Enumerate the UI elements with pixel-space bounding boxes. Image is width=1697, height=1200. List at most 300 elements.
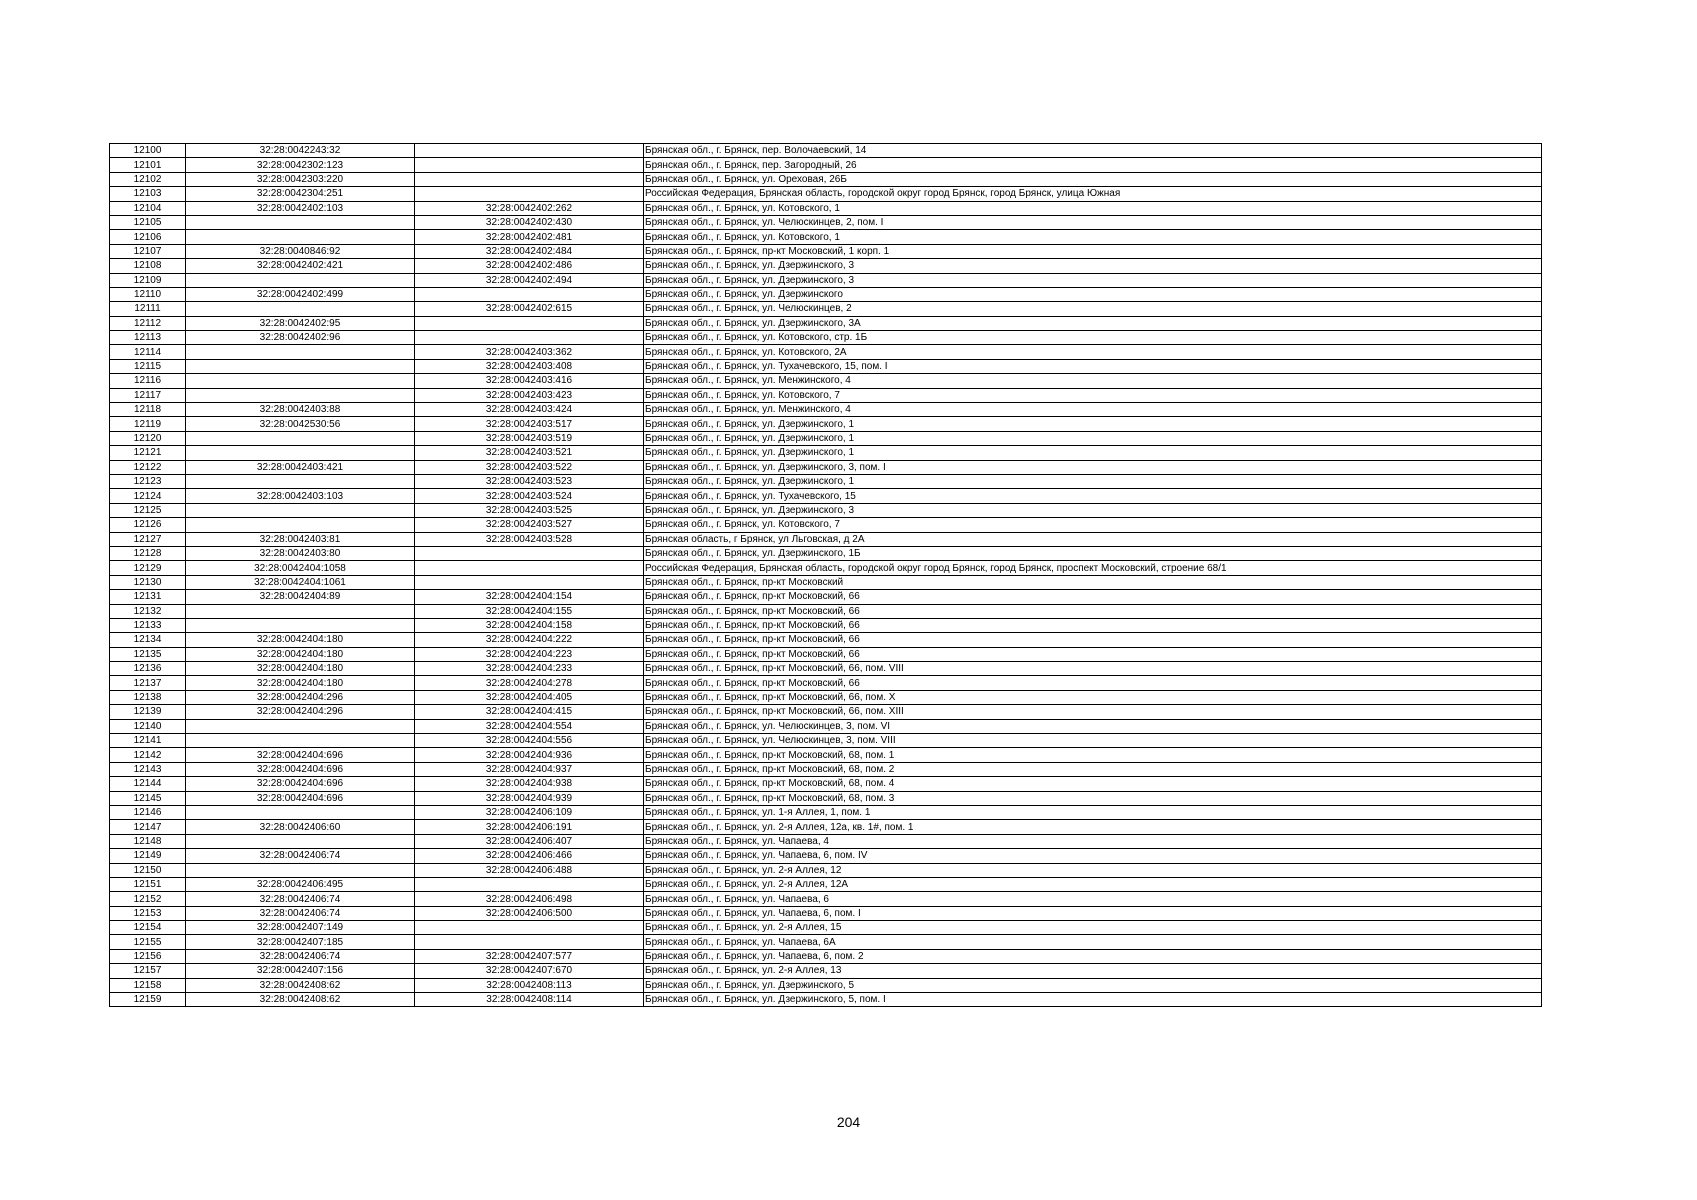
object-cadastral-number-cell: 32:28:0042404:233 — [415, 662, 644, 676]
address-cell: Брянская обл., г. Брянск, ул. Челюскинцев, 3, пом. VIII — [644, 734, 1542, 748]
address-cell: Брянская обл., г. Брянск, ул. 2-я Аллея, 15 — [644, 921, 1542, 935]
address-cell: Брянская обл., г. Брянск, ул. Котовского, 7 — [644, 518, 1542, 532]
land-cadastral-number-cell — [186, 431, 415, 445]
address-cell: Брянская обл., г. Брянск, пр-кт Московский, 66, пом. X — [644, 690, 1542, 704]
row-number-cell: 12109 — [110, 273, 186, 287]
address-cell: Брянская обл., г. Брянск, ул. Тухачевского, 15 — [644, 489, 1542, 503]
object-cadastral-number-cell: 32:28:0042406:191 — [415, 820, 644, 834]
land-cadastral-number-cell — [186, 863, 415, 877]
row-number-cell: 12157 — [110, 964, 186, 978]
object-cadastral-number-cell: 32:28:0042404:154 — [415, 590, 644, 604]
address-cell: Брянская обл., г. Брянск, ул. Дзержинского, 1 — [644, 417, 1542, 431]
row-number-cell: 12108 — [110, 259, 186, 273]
address-cell: Брянская обл., г. Брянск, ул. 2-я Аллея, 12 — [644, 863, 1542, 877]
land-cadastral-number-cell — [186, 618, 415, 632]
land-cadastral-number-cell — [186, 834, 415, 848]
address-cell: Брянская обл., г. Брянск, пер. Загородный, 26 — [644, 158, 1542, 172]
row-number-cell: 12101 — [110, 158, 186, 172]
object-cadastral-number-cell — [415, 158, 644, 172]
address-cell: Брянская обл., г. Брянск, ул. Ореховая, 26Б — [644, 172, 1542, 186]
row-number-cell: 12129 — [110, 561, 186, 575]
object-cadastral-number-cell: 32:28:0042404:554 — [415, 719, 644, 733]
table-row — [110, 877, 1542, 891]
object-cadastral-number-cell: 32:28:0042406:488 — [415, 863, 644, 877]
object-cadastral-number-cell: 32:28:0042407:670 — [415, 964, 644, 978]
land-cadastral-number-cell: 32:28:0042404:1058 — [186, 561, 415, 575]
object-cadastral-number-cell: 32:28:0042407:577 — [415, 949, 644, 963]
land-cadastral-number-cell — [186, 474, 415, 488]
address-cell: Брянская обл., г. Брянск, ул. Котовского, 1 — [644, 201, 1542, 215]
table-row — [110, 662, 1542, 676]
object-cadastral-number-cell: 32:28:0042403:524 — [415, 489, 644, 503]
land-cadastral-number-cell: 32:28:0042404:696 — [186, 762, 415, 776]
land-cadastral-number-cell: 32:28:0042403:80 — [186, 546, 415, 560]
land-cadastral-number-cell: 32:28:0042403:88 — [186, 403, 415, 417]
object-cadastral-number-cell: 32:28:0042404:937 — [415, 762, 644, 776]
land-cadastral-number-cell: 32:28:0042404:696 — [186, 791, 415, 805]
row-number-cell: 12128 — [110, 546, 186, 560]
object-cadastral-number-cell — [415, 144, 644, 158]
address-cell: Брянская обл., г. Брянск, ул. Котовского, 2А — [644, 345, 1542, 359]
object-cadastral-number-cell — [415, 287, 644, 301]
land-cadastral-number-cell: 32:28:0042402:499 — [186, 287, 415, 301]
table-row — [110, 935, 1542, 949]
row-number-cell: 12119 — [110, 417, 186, 431]
row-number-cell: 12139 — [110, 705, 186, 719]
land-cadastral-number-cell: 32:28:0042402:421 — [186, 259, 415, 273]
object-cadastral-number-cell: 32:28:0042404:415 — [415, 705, 644, 719]
address-cell: Брянская обл., г. Брянск, ул. Дзержинского, 5 — [644, 978, 1542, 992]
table-row — [110, 144, 1542, 158]
table-row — [110, 633, 1542, 647]
row-number-cell: 12133 — [110, 618, 186, 632]
land-cadastral-number-cell — [186, 302, 415, 316]
row-number-cell: 12117 — [110, 388, 186, 402]
object-cadastral-number-cell — [415, 561, 644, 575]
row-number-cell: 12131 — [110, 590, 186, 604]
table-row — [110, 374, 1542, 388]
address-cell: Брянская обл., г. Брянск, ул. Дзержинского, 1 — [644, 446, 1542, 460]
land-cadastral-number-cell: 32:28:0042530:56 — [186, 417, 415, 431]
row-number-cell: 12150 — [110, 863, 186, 877]
object-cadastral-number-cell: 32:28:0042404:939 — [415, 791, 644, 805]
row-number-cell: 12104 — [110, 201, 186, 215]
table-row — [110, 906, 1542, 920]
land-cadastral-number-cell — [186, 503, 415, 517]
object-cadastral-number-cell: 32:28:0042403:527 — [415, 518, 644, 532]
address-cell: Российская Федерация, Брянская область, городской округ город Брянск, город Брянск, проспект Московский, строение 68/1 — [644, 561, 1542, 575]
address-cell: Брянская обл., г. Брянск, ул. Дзержинского, 1 — [644, 474, 1542, 488]
table-row — [110, 575, 1542, 589]
row-number-cell: 12156 — [110, 949, 186, 963]
address-cell: Брянская обл., г. Брянск, ул. Котовского, 7 — [644, 388, 1542, 402]
table-row — [110, 474, 1542, 488]
object-cadastral-number-cell: 32:28:0042406:407 — [415, 834, 644, 848]
land-cadastral-number-cell — [186, 805, 415, 819]
row-number-cell: 12120 — [110, 431, 186, 445]
land-cadastral-number-cell: 32:28:0042408:62 — [186, 978, 415, 992]
land-cadastral-number-cell: 32:28:0042302:123 — [186, 158, 415, 172]
table-row — [110, 676, 1542, 690]
row-number-cell: 12146 — [110, 805, 186, 819]
table-row — [110, 503, 1542, 517]
object-cadastral-number-cell: 32:28:0042403:525 — [415, 503, 644, 517]
object-cadastral-number-cell: 32:28:0042406:109 — [415, 805, 644, 819]
row-number-cell: 12107 — [110, 244, 186, 258]
address-cell: Брянская обл., г. Брянск, пр-кт Московский — [644, 575, 1542, 589]
table-row — [110, 158, 1542, 172]
object-cadastral-number-cell: 32:28:0042403:521 — [415, 446, 644, 460]
row-number-cell: 12112 — [110, 316, 186, 330]
row-number-cell: 12111 — [110, 302, 186, 316]
land-cadastral-number-cell — [186, 518, 415, 532]
object-cadastral-number-cell: 32:28:0042408:113 — [415, 978, 644, 992]
land-cadastral-number-cell: 32:28:0042404:180 — [186, 633, 415, 647]
row-number-cell: 12110 — [110, 287, 186, 301]
row-number-cell: 12141 — [110, 734, 186, 748]
table-row — [110, 604, 1542, 618]
table-row — [110, 964, 1542, 978]
address-cell: Брянская обл., г. Брянск, ул. Менжинского, 4 — [644, 403, 1542, 417]
table-row — [110, 532, 1542, 546]
object-cadastral-number-cell: 32:28:0042403:528 — [415, 532, 644, 546]
object-cadastral-number-cell: 32:28:0042404:222 — [415, 633, 644, 647]
table-row — [110, 863, 1542, 877]
address-cell: Брянская обл., г. Брянск, ул. Дзержинского, 3 — [644, 503, 1542, 517]
address-cell: Брянская обл., г. Брянск, пр-кт Московский, 66 — [644, 618, 1542, 632]
row-number-cell: 12124 — [110, 489, 186, 503]
object-cadastral-number-cell: 32:28:0042404:556 — [415, 734, 644, 748]
object-cadastral-number-cell: 32:28:0042402:481 — [415, 230, 644, 244]
object-cadastral-number-cell: 32:28:0042404:278 — [415, 676, 644, 690]
row-number-cell: 12143 — [110, 762, 186, 776]
row-number-cell: 12126 — [110, 518, 186, 532]
object-cadastral-number-cell — [415, 575, 644, 589]
address-cell: Брянская обл., г. Брянск, пр-кт Московский, 66, пом. XIII — [644, 705, 1542, 719]
object-cadastral-number-cell: 32:28:0042408:114 — [415, 993, 644, 1007]
row-number-cell: 12105 — [110, 215, 186, 229]
table-row — [110, 791, 1542, 805]
address-cell: Брянская обл., г. Брянск, пр-кт Московский, 68, пом. 4 — [644, 777, 1542, 791]
object-cadastral-number-cell: 32:28:0042406:466 — [415, 849, 644, 863]
table-row — [110, 446, 1542, 460]
object-cadastral-number-cell: 32:28:0042406:498 — [415, 892, 644, 906]
land-cadastral-number-cell: 32:28:0042303:220 — [186, 172, 415, 186]
row-number-cell: 12103 — [110, 187, 186, 201]
address-cell: Брянская обл., г. Брянск, ул. Дзержинского, 1Б — [644, 546, 1542, 560]
row-number-cell: 12106 — [110, 230, 186, 244]
object-cadastral-number-cell — [415, 935, 644, 949]
row-number-cell: 12132 — [110, 604, 186, 618]
table-row — [110, 388, 1542, 402]
land-cadastral-number-cell: 32:28:0042406:495 — [186, 877, 415, 891]
object-cadastral-number-cell: 32:28:0042402:262 — [415, 201, 644, 215]
land-cadastral-number-cell — [186, 359, 415, 373]
address-cell: Брянская обл., г. Брянск, пр-кт Московский, 68, пом. 1 — [644, 748, 1542, 762]
address-cell: Российская Федерация, Брянская область, городской округ город Брянск, город Брянск, улица Южная — [644, 187, 1542, 201]
row-number-cell: 12151 — [110, 877, 186, 891]
table-row — [110, 820, 1542, 834]
address-cell: Брянская обл., г. Брянск, пр-кт Московский, 66 — [644, 633, 1542, 647]
land-cadastral-number-cell: 32:28:0042404:180 — [186, 647, 415, 661]
address-cell: Брянская обл., г. Брянск, ул. Менжинского, 4 — [644, 374, 1542, 388]
land-cadastral-number-cell: 32:28:0042406:74 — [186, 892, 415, 906]
row-number-cell: 12138 — [110, 690, 186, 704]
land-cadastral-number-cell: 32:28:0042406:74 — [186, 849, 415, 863]
address-cell: Брянская обл., г. Брянск, ул. Чапаева, 6А — [644, 935, 1542, 949]
row-number-cell: 12113 — [110, 331, 186, 345]
object-cadastral-number-cell — [415, 187, 644, 201]
address-cell: Брянская обл., г. Брянск, пр-кт Московский, 1 корп. 1 — [644, 244, 1542, 258]
table-row — [110, 590, 1542, 604]
land-cadastral-number-cell: 32:28:0042243:32 — [186, 144, 415, 158]
table-row — [110, 734, 1542, 748]
address-cell: Брянская обл., г. Брянск, ул. Дзержинского, 1 — [644, 431, 1542, 445]
land-cadastral-number-cell: 32:28:0042406:74 — [186, 906, 415, 920]
address-cell: Брянская обл., г. Брянск, ул. 1-я Аллея, 1, пом. 1 — [644, 805, 1542, 819]
row-number-cell: 12121 — [110, 446, 186, 460]
land-cadastral-number-cell: 32:28:0042407:156 — [186, 964, 415, 978]
address-cell: Брянская обл., г. Брянск, ул. Дзержинского, 5, пом. I — [644, 993, 1542, 1007]
address-cell: Брянская обл., г. Брянск, ул. Чапаева, 6 — [644, 892, 1542, 906]
address-cell: Брянская обл., г. Брянск, ул. Челюскинцев, 2, пом. I — [644, 215, 1542, 229]
page-number: 204 — [836, 1114, 861, 1130]
object-cadastral-number-cell — [415, 877, 644, 891]
row-number-cell: 12140 — [110, 719, 186, 733]
row-number-cell: 12123 — [110, 474, 186, 488]
land-cadastral-number-cell — [186, 604, 415, 618]
table-row — [110, 345, 1542, 359]
address-cell: Брянская обл., г. Брянск, ул. Челюскинцев, 3, пом. VI — [644, 719, 1542, 733]
table-row — [110, 719, 1542, 733]
land-cadastral-number-cell: 32:28:0042407:149 — [186, 921, 415, 935]
row-number-cell: 12118 — [110, 403, 186, 417]
table-row — [110, 417, 1542, 431]
table-row — [110, 431, 1542, 445]
row-number-cell: 12149 — [110, 849, 186, 863]
registry-table-body — [110, 144, 1542, 1007]
table-row — [110, 561, 1542, 575]
address-cell: Брянская область, г Брянск, ул Льговская, д 2А — [644, 532, 1542, 546]
table-row — [110, 690, 1542, 704]
land-cadastral-number-cell: 32:28:0042404:696 — [186, 748, 415, 762]
land-cadastral-number-cell — [186, 273, 415, 287]
land-cadastral-number-cell — [186, 446, 415, 460]
address-cell: Брянская обл., г. Брянск, ул. 2-я Аллея, 12а, кв. 1#, пом. 1 — [644, 820, 1542, 834]
object-cadastral-number-cell: 32:28:0042404:158 — [415, 618, 644, 632]
object-cadastral-number-cell: 32:28:0042402:430 — [415, 215, 644, 229]
table-row — [110, 287, 1542, 301]
table-row — [110, 647, 1542, 661]
table-row — [110, 316, 1542, 330]
table-row — [110, 993, 1542, 1007]
address-cell: Брянская обл., г. Брянск, ул. Чапаева, 6, пом. I — [644, 906, 1542, 920]
table-row — [110, 187, 1542, 201]
table-row — [110, 489, 1542, 503]
object-cadastral-number-cell: 32:28:0042402:494 — [415, 273, 644, 287]
land-cadastral-number-cell: 32:28:0042404:296 — [186, 705, 415, 719]
row-number-cell: 12154 — [110, 921, 186, 935]
table-row — [110, 762, 1542, 776]
land-cadastral-number-cell: 32:28:0042406:74 — [186, 949, 415, 963]
row-number-cell: 12144 — [110, 777, 186, 791]
table-row — [110, 546, 1542, 560]
address-cell: Брянская обл., г. Брянск, ул. Дзержинского, 3, пом. I — [644, 460, 1542, 474]
land-cadastral-number-cell: 32:28:0042404:696 — [186, 777, 415, 791]
address-cell: Брянская обл., г. Брянск, ул. Дзержинского — [644, 287, 1542, 301]
address-cell: Брянская обл., г. Брянск, ул. Чапаева, 6, пом. 2 — [644, 949, 1542, 963]
row-number-cell: 12125 — [110, 503, 186, 517]
land-cadastral-number-cell: 32:28:0042406:60 — [186, 820, 415, 834]
address-cell: Брянская обл., г. Брянск, пр-кт Московский, 68, пом. 2 — [644, 762, 1542, 776]
table-row — [110, 805, 1542, 819]
table-row — [110, 618, 1542, 632]
row-number-cell: 12127 — [110, 532, 186, 546]
land-cadastral-number-cell — [186, 719, 415, 733]
object-cadastral-number-cell: 32:28:0042404:405 — [415, 690, 644, 704]
object-cadastral-number-cell: 32:28:0042404:936 — [415, 748, 644, 762]
land-cadastral-number-cell: 32:28:0042404:180 — [186, 662, 415, 676]
table-row — [110, 273, 1542, 287]
object-cadastral-number-cell — [415, 921, 644, 935]
row-number-cell: 12155 — [110, 935, 186, 949]
address-cell: Брянская обл., г. Брянск, ул. Дзержинского, 3 — [644, 273, 1542, 287]
row-number-cell: 12130 — [110, 575, 186, 589]
table-row — [110, 748, 1542, 762]
row-number-cell: 12116 — [110, 374, 186, 388]
object-cadastral-number-cell: 32:28:0042406:500 — [415, 906, 644, 920]
address-cell: Брянская обл., г. Брянск, пр-кт Московский, 66 — [644, 647, 1542, 661]
address-cell: Брянская обл., г. Брянск, ул. Дзержинского, 3А — [644, 316, 1542, 330]
address-cell: Брянская обл., г. Брянск, ул. 2-я Аллея, 13 — [644, 964, 1542, 978]
table-row — [110, 230, 1542, 244]
address-cell: Брянская обл., г. Брянск, пр-кт Московский, 66 — [644, 604, 1542, 618]
row-number-cell: 12114 — [110, 345, 186, 359]
land-cadastral-number-cell: 32:28:0042403:81 — [186, 532, 415, 546]
table-row — [110, 201, 1542, 215]
registry-table — [109, 143, 1542, 1007]
object-cadastral-number-cell: 32:28:0042402:615 — [415, 302, 644, 316]
row-number-cell: 12159 — [110, 993, 186, 1007]
object-cadastral-number-cell — [415, 331, 644, 345]
land-cadastral-number-cell: 32:28:0042402:95 — [186, 316, 415, 330]
table-row — [110, 777, 1542, 791]
address-cell: Брянская обл., г. Брянск, пр-кт Московский, 66, пом. VIII — [644, 662, 1542, 676]
object-cadastral-number-cell: 32:28:0042404:938 — [415, 777, 644, 791]
object-cadastral-number-cell: 32:28:0042404:155 — [415, 604, 644, 618]
address-cell: Брянская обл., г. Брянск, ул. Тухачевского, 15, пом. I — [644, 359, 1542, 373]
row-number-cell: 12158 — [110, 978, 186, 992]
land-cadastral-number-cell — [186, 345, 415, 359]
land-cadastral-number-cell: 32:28:0042404:180 — [186, 676, 415, 690]
table-row — [110, 172, 1542, 186]
land-cadastral-number-cell: 32:28:0042404:296 — [186, 690, 415, 704]
land-cadastral-number-cell: 32:28:0040846:92 — [186, 244, 415, 258]
row-number-cell: 12115 — [110, 359, 186, 373]
row-number-cell: 12135 — [110, 647, 186, 661]
address-cell: Брянская обл., г. Брянск, ул. 2-я Аллея, 12А — [644, 877, 1542, 891]
address-cell: Брянская обл., г. Брянск, пер. Волочаевский, 14 — [644, 144, 1542, 158]
table-row — [110, 705, 1542, 719]
row-number-cell: 12122 — [110, 460, 186, 474]
address-cell: Брянская обл., г. Брянск, ул. Дзержинского, 3 — [644, 259, 1542, 273]
land-cadastral-number-cell: 32:28:0042403:103 — [186, 489, 415, 503]
row-number-cell: 12152 — [110, 892, 186, 906]
table-row — [110, 978, 1542, 992]
table-row — [110, 460, 1542, 474]
object-cadastral-number-cell: 32:28:0042403:517 — [415, 417, 644, 431]
table-row — [110, 259, 1542, 273]
object-cadastral-number-cell: 32:28:0042403:523 — [415, 474, 644, 488]
land-cadastral-number-cell — [186, 734, 415, 748]
object-cadastral-number-cell — [415, 316, 644, 330]
land-cadastral-number-cell: 32:28:0042404:1061 — [186, 575, 415, 589]
address-cell: Брянская обл., г. Брянск, ул. Чапаева, 6, пом. IV — [644, 849, 1542, 863]
land-cadastral-number-cell: 32:28:0042402:96 — [186, 331, 415, 345]
address-cell: Брянская обл., г. Брянск, пр-кт Московский, 66 — [644, 590, 1542, 604]
address-cell: Брянская обл., г. Брянск, ул. Челюскинцев, 2 — [644, 302, 1542, 316]
table-row — [110, 892, 1542, 906]
object-cadastral-number-cell: 32:28:0042403:424 — [415, 403, 644, 417]
object-cadastral-number-cell — [415, 546, 644, 560]
land-cadastral-number-cell — [186, 215, 415, 229]
table-row — [110, 518, 1542, 532]
object-cadastral-number-cell: 32:28:0042403:362 — [415, 345, 644, 359]
row-number-cell: 12100 — [110, 144, 186, 158]
table-row — [110, 403, 1542, 417]
row-number-cell: 12148 — [110, 834, 186, 848]
object-cadastral-number-cell — [415, 172, 644, 186]
address-cell: Брянская обл., г. Брянск, ул. Котовского, стр. 1Б — [644, 331, 1542, 345]
table-row — [110, 302, 1542, 316]
land-cadastral-number-cell: 32:28:0042403:421 — [186, 460, 415, 474]
address-cell: Брянская обл., г. Брянск, пр-кт Московский, 66 — [644, 676, 1542, 690]
land-cadastral-number-cell: 32:28:0042408:62 — [186, 993, 415, 1007]
table-row — [110, 359, 1542, 373]
object-cadastral-number-cell: 32:28:0042403:408 — [415, 359, 644, 373]
object-cadastral-number-cell: 32:28:0042402:486 — [415, 259, 644, 273]
object-cadastral-number-cell: 32:28:0042403:423 — [415, 388, 644, 402]
table-row — [110, 834, 1542, 848]
row-number-cell: 12145 — [110, 791, 186, 805]
address-cell: Брянская обл., г. Брянск, ул. Котовского, 1 — [644, 230, 1542, 244]
object-cadastral-number-cell: 32:28:0042403:416 — [415, 374, 644, 388]
land-cadastral-number-cell — [186, 374, 415, 388]
table-row — [110, 331, 1542, 345]
object-cadastral-number-cell: 32:28:0042403:519 — [415, 431, 644, 445]
land-cadastral-number-cell — [186, 230, 415, 244]
land-cadastral-number-cell: 32:28:0042402:103 — [186, 201, 415, 215]
table-row — [110, 244, 1542, 258]
address-cell: Брянская обл., г. Брянск, ул. Чапаева, 4 — [644, 834, 1542, 848]
object-cadastral-number-cell: 32:28:0042404:223 — [415, 647, 644, 661]
table-row — [110, 215, 1542, 229]
row-number-cell: 12142 — [110, 748, 186, 762]
row-number-cell: 12153 — [110, 906, 186, 920]
land-cadastral-number-cell: 32:28:0042407:185 — [186, 935, 415, 949]
row-number-cell: 12137 — [110, 676, 186, 690]
row-number-cell: 12136 — [110, 662, 186, 676]
table-row — [110, 849, 1542, 863]
land-cadastral-number-cell — [186, 388, 415, 402]
land-cadastral-number-cell: 32:28:0042304:251 — [186, 187, 415, 201]
land-cadastral-number-cell: 32:28:0042404:89 — [186, 590, 415, 604]
row-number-cell: 12147 — [110, 820, 186, 834]
row-number-cell: 12134 — [110, 633, 186, 647]
object-cadastral-number-cell: 32:28:0042402:484 — [415, 244, 644, 258]
object-cadastral-number-cell: 32:28:0042403:522 — [415, 460, 644, 474]
row-number-cell: 12102 — [110, 172, 186, 186]
